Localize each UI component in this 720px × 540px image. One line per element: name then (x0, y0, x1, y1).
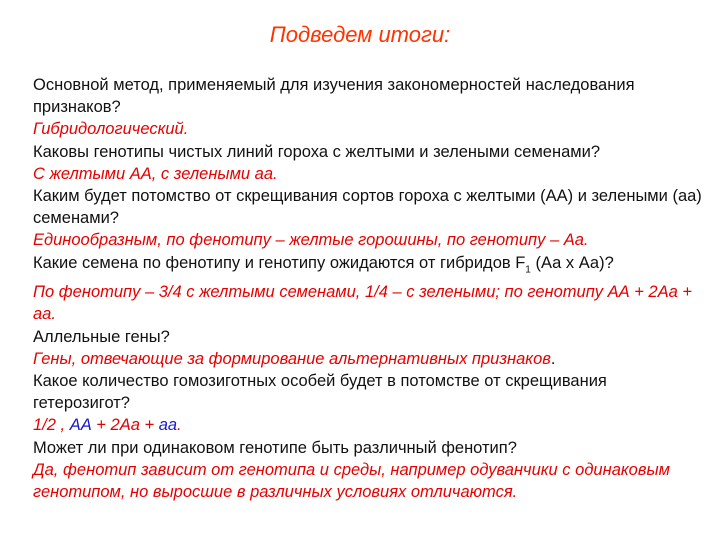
question-3: Каким будет потомство от скрещивания сортов гороха с желтыми (АА) и зелеными (аа) семенами? (33, 187, 702, 228)
answer-6-homozygous-recessive: аа (158, 416, 178, 435)
question-5: Аллельные гены? (33, 327, 170, 346)
answer-6-homozygous-dominant: АА (69, 416, 92, 435)
answer-7: Да, фенотип зависит от генотипа и среды, например одуванчики с одинаковым генотипом, но выросшие в различных условиях отличаются. (33, 460, 670, 501)
summary-content (33, 74, 703, 503)
question-4-subscript: 1 (525, 263, 531, 275)
answer-6-heterozygous: + 2Аа + (91, 416, 159, 435)
answer-2: С желтыми АА, с зелеными аа. (33, 164, 278, 183)
question-2: Каковы генотипы чистых линий гороха с желтыми и зелеными семенами? (33, 142, 600, 161)
answer-5 (33, 348, 703, 370)
slide-title: Подведем итоги: (269, 22, 451, 47)
question-7: Может ли при одинаковом генотипе быть различный фенотип? (33, 438, 517, 457)
answer-5-text: Гены, отвечающие за формирование альтернативных признаков (33, 349, 551, 368)
answer-5-period: . (550, 349, 556, 368)
question-1: Основной метод, применяемый для изучения закономерностей наследования признаков? (33, 76, 635, 117)
answer-1: Гибридологический. (33, 120, 189, 139)
question-4 (33, 252, 703, 282)
answer-6 (33, 414, 703, 436)
question-4-text: Какие семена по фенотипу и генотипу ожидаются от гибридов F (33, 253, 526, 272)
answer-6-period: . (177, 416, 182, 435)
answer-4: По фенотипу – 3/4 с желтыми семенами, 1/4 – с зелеными; по генотипу АА + 2Аа + аа. (33, 283, 693, 324)
question-6: Какое количество гомозиготных особей будет в потомстве от скрещивания гетерозигот? (33, 371, 607, 413)
answer-6-ratio: 1/2 , (33, 416, 70, 435)
question-4-tail: (Аа х Аа)? (530, 253, 614, 272)
answer-3: Единообразным, по фенотипу – желтые горошины, по генотипу – Аа. (33, 231, 589, 250)
